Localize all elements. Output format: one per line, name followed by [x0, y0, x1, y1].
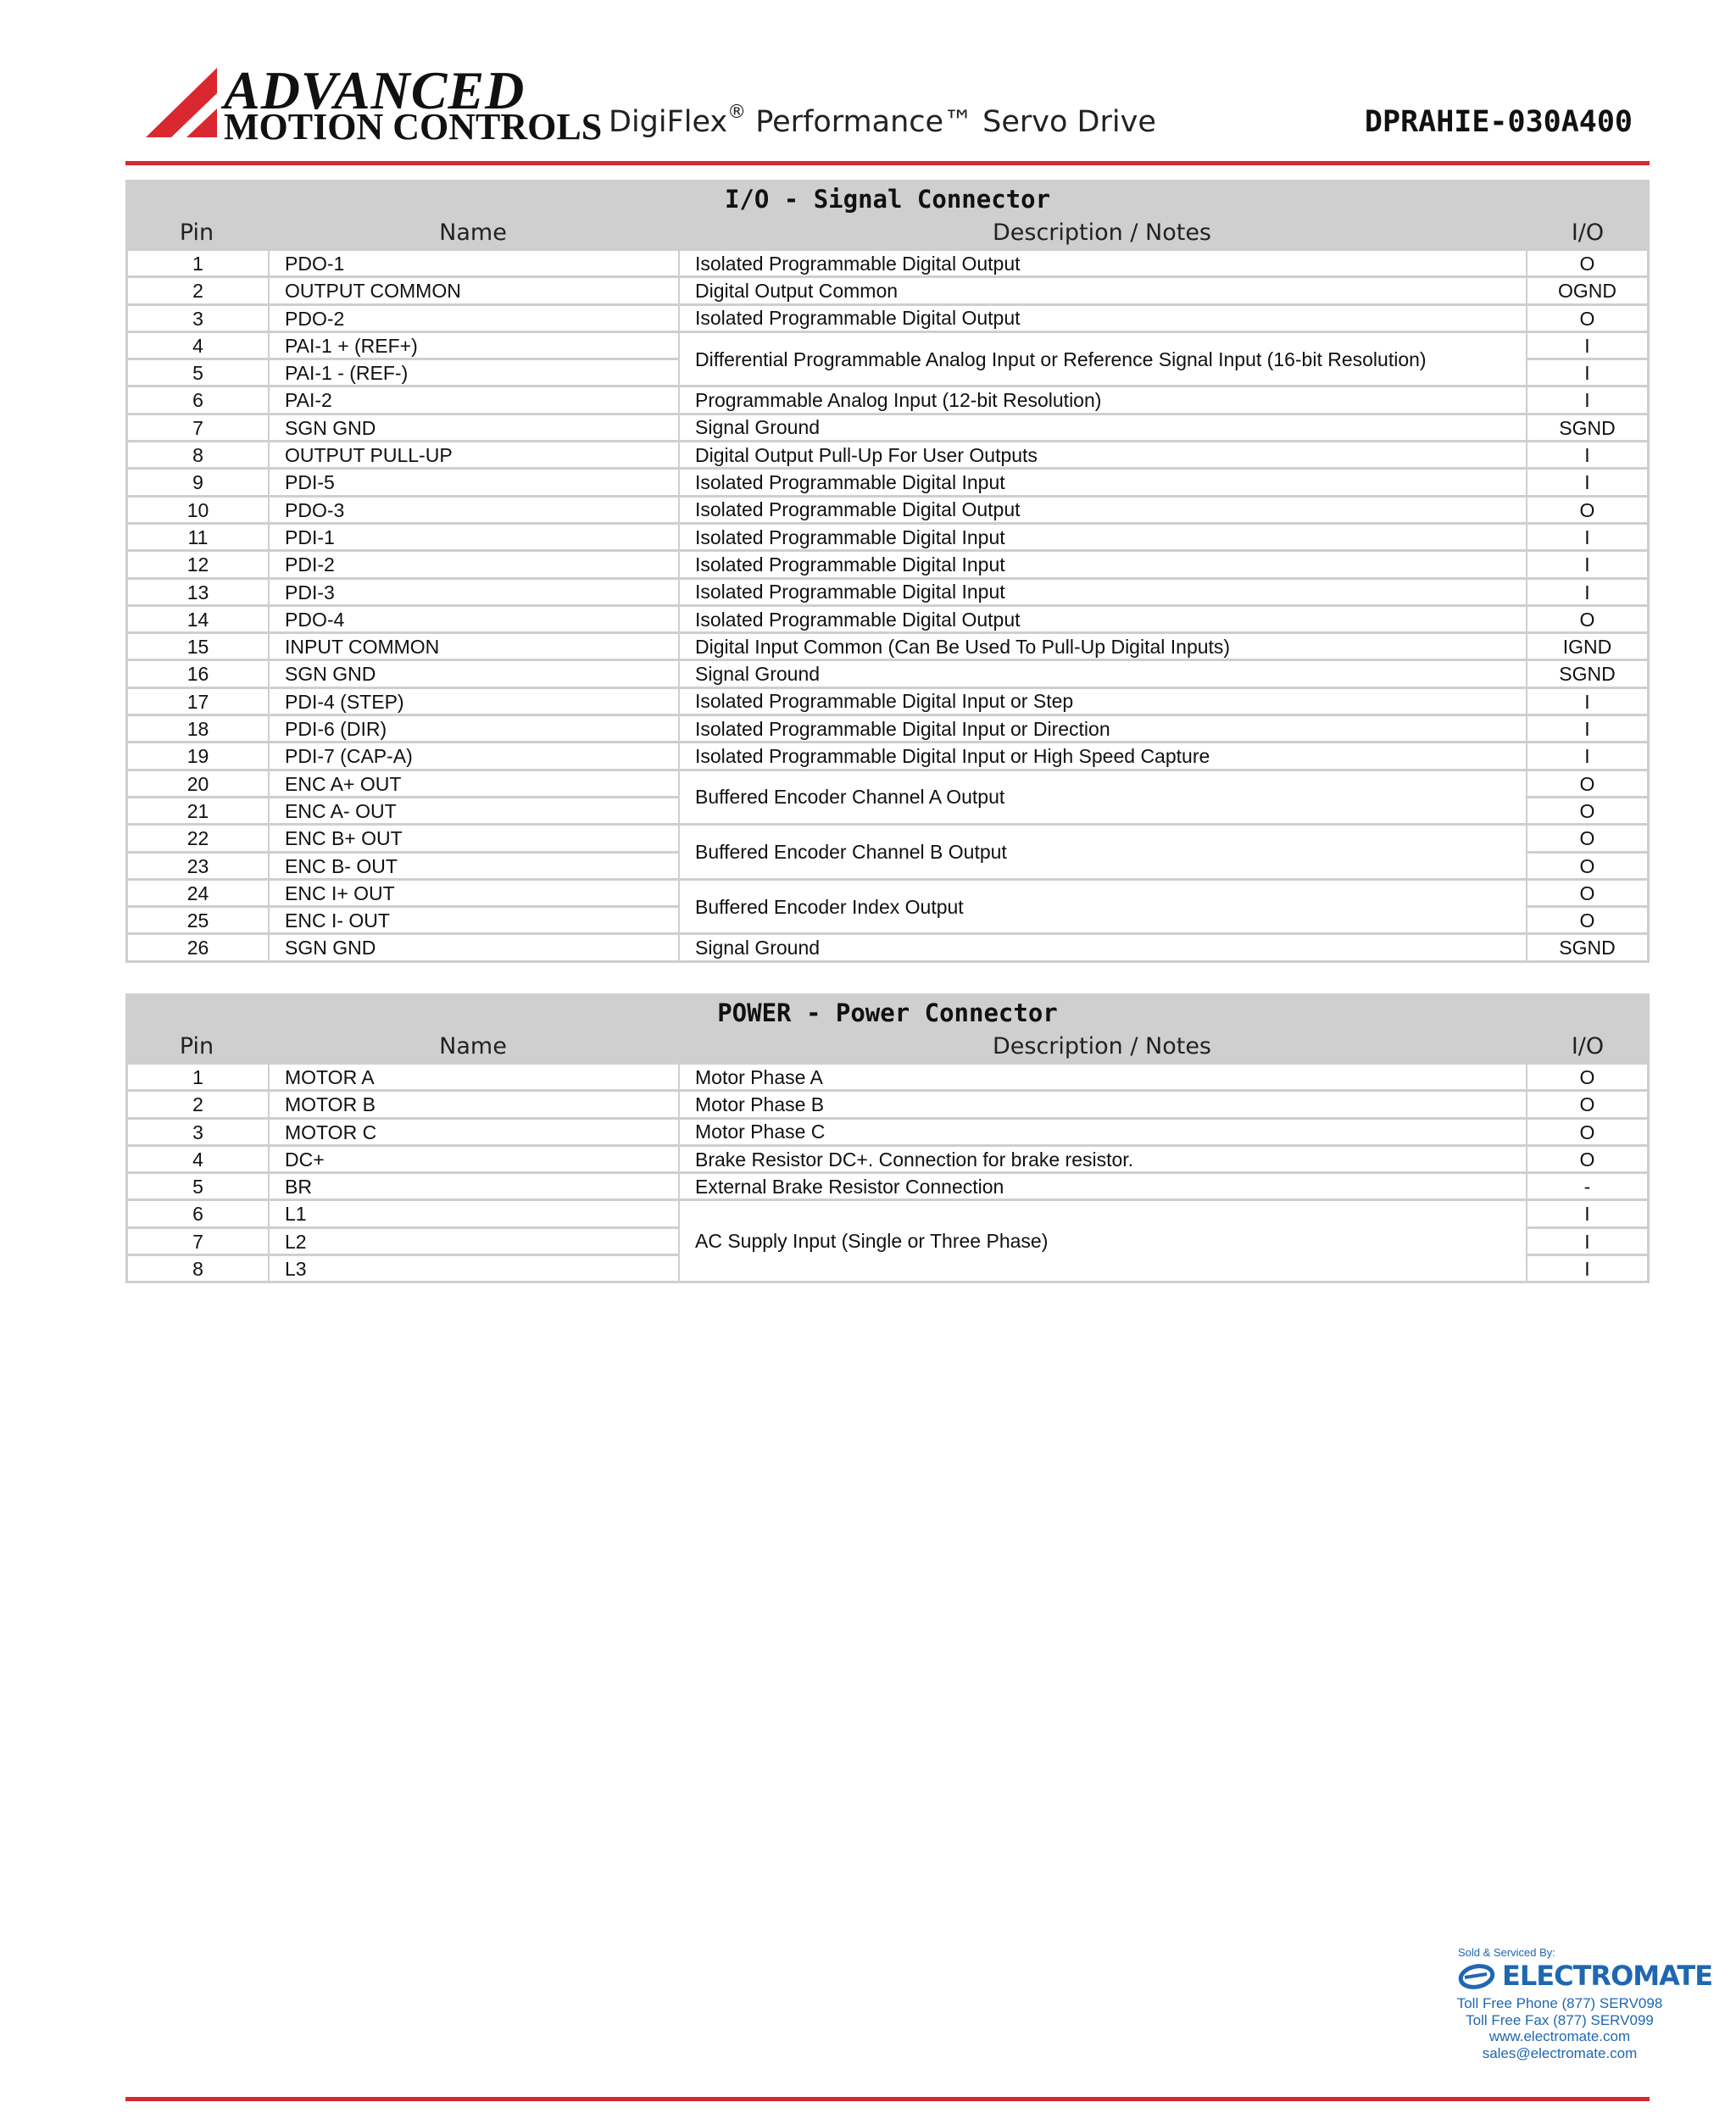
signal-name-cell: MOTOR C	[268, 1120, 678, 1147]
signal-name-cell: SGN GND	[268, 661, 678, 688]
pin-cell: 5	[125, 1174, 268, 1201]
signal-name-cell: ENC I+ OUT	[268, 881, 678, 908]
pin-cell: 9	[125, 470, 268, 497]
table-title: I/O - Signal Connector	[724, 185, 1051, 214]
io-type-cell: O	[1526, 771, 1650, 798]
signal-name-cell: PDI-6 (DIR)	[268, 716, 678, 743]
description-cell: Differential Programmable Analog Input or Reference Signal Input (16-bit Resolution)	[678, 333, 1526, 388]
pin-cell: 24	[125, 881, 268, 908]
signal-name-cell: PDI-2	[268, 552, 678, 579]
description-cell: Signal Ground	[678, 415, 1526, 442]
description-cell: Isolated Programmable Digital Input	[678, 580, 1526, 607]
fax-line: Toll Free Fax (877) SERV099	[1466, 2011, 1654, 2028]
table-header-row	[125, 217, 1650, 251]
product-title: DigiFlex® Performance™ Servo Drive	[609, 102, 1156, 139]
pin-cell: 3	[125, 1120, 268, 1147]
pin-cell: 7	[125, 1229, 268, 1256]
description-cell: Signal Ground	[678, 661, 1526, 688]
description-cell: Buffered Encoder Channel A Output	[678, 771, 1526, 826]
footer-divider	[125, 2097, 1650, 2101]
signal-name-cell: ENC A- OUT	[268, 798, 678, 826]
signal-name-cell: SGN GND	[268, 415, 678, 442]
signal-name-cell: PDI-7 (CAP-A)	[268, 743, 678, 770]
email-link[interactable]: sales@electromate.com	[1482, 2044, 1638, 2061]
signal-name-cell: PDI-4 (STEP)	[268, 689, 678, 716]
io-type-cell: O	[1526, 798, 1650, 826]
pin-cell: 2	[125, 278, 268, 305]
io-type-cell: O	[1526, 306, 1650, 333]
pin-cell: 14	[125, 607, 268, 634]
column-header-pin: Pin	[179, 1033, 214, 1060]
description-cell: Isolated Programmable Digital Input	[678, 525, 1526, 552]
signal-name-cell: PDO-4	[268, 607, 678, 634]
signal-name-cell: ENC A+ OUT	[268, 771, 678, 798]
pin-cell: 16	[125, 661, 268, 688]
description-cell: Isolated Programmable Digital Input or Direction	[678, 716, 1526, 743]
pin-cell: 6	[125, 1201, 268, 1228]
part-number: DPRAHIE-030A400	[1364, 105, 1633, 139]
description-cell: Programmable Analog Input (12-bit Resolution)	[678, 387, 1526, 414]
pin-cell: 3	[125, 306, 268, 333]
signal-name-cell: INPUT COMMON	[268, 634, 678, 661]
io-type-cell: O	[1526, 908, 1650, 935]
io-type-cell: I	[1526, 387, 1650, 414]
signal-name-cell: PAI-2	[268, 387, 678, 414]
signal-name-cell: DC+	[268, 1147, 678, 1174]
io-type-cell: SGND	[1526, 415, 1650, 442]
pin-cell: 18	[125, 716, 268, 743]
io-type-cell: O	[1526, 1092, 1650, 1119]
signal-name-cell: BR	[268, 1174, 678, 1201]
io-type-cell: I	[1526, 470, 1650, 497]
column-header-description: Description / Notes	[992, 1033, 1212, 1060]
pin-cell: 17	[125, 689, 268, 716]
signal-name-cell: PAI-1 + (REF+)	[268, 333, 678, 360]
distributor-contact	[1441, 1995, 1678, 2061]
description-cell: Motor Phase A	[678, 1065, 1526, 1092]
signal-name-cell: PDO-2	[268, 306, 678, 333]
io-type-cell: O	[1526, 826, 1650, 853]
io-type-cell: I	[1526, 442, 1650, 470]
pin-cell: 12	[125, 552, 268, 579]
company-logo	[146, 60, 603, 147]
pin-cell: 5	[125, 360, 268, 387]
pin-cell: 8	[125, 1256, 268, 1283]
description-cell: External Brake Resistor Connection	[678, 1174, 1526, 1201]
description-cell: Digital Input Common (Can Be Used To Pull-Up Digital Inputs)	[678, 634, 1526, 661]
signal-name-cell: PAI-1 - (REF-)	[268, 360, 678, 387]
io-type-cell: SGND	[1526, 661, 1650, 688]
io-type-cell: I	[1526, 1229, 1650, 1256]
description-cell: Isolated Programmable Digital Input or High Speed Capture	[678, 743, 1526, 770]
table-body	[125, 1065, 1650, 1283]
io-type-cell: O	[1526, 1065, 1650, 1092]
pin-cell: 13	[125, 580, 268, 607]
signal-name-cell: ENC I- OUT	[268, 908, 678, 935]
pin-cell: 4	[125, 1147, 268, 1174]
io-signal-connector-table	[125, 180, 1650, 963]
description-cell: Digital Output Common	[678, 278, 1526, 305]
table-header-row	[125, 1031, 1650, 1065]
io-type-cell: I	[1526, 333, 1650, 360]
io-type-cell: I	[1526, 689, 1650, 716]
io-type-cell: I	[1526, 716, 1650, 743]
pin-cell: 6	[125, 387, 268, 414]
column-header-io: I/O	[1571, 1033, 1605, 1060]
io-type-cell: O	[1526, 881, 1650, 908]
io-type-cell: I	[1526, 580, 1650, 607]
io-type-cell: OGND	[1526, 278, 1650, 305]
phone-line: Toll Free Phone (877) SERV098	[1456, 1995, 1663, 2011]
io-type-cell: I	[1526, 552, 1650, 579]
description-cell: Buffered Encoder Index Output	[678, 881, 1526, 936]
io-type-cell: I	[1526, 360, 1650, 387]
website-link[interactable]: www.electromate.com	[1488, 2028, 1631, 2044]
io-type-cell: O	[1526, 854, 1650, 881]
column-header-name: Name	[439, 1033, 507, 1060]
signal-name-cell: L1	[268, 1201, 678, 1228]
pin-cell: 1	[125, 1065, 268, 1092]
io-type-cell: O	[1526, 607, 1650, 634]
io-type-cell: I	[1526, 1201, 1650, 1228]
pin-cell: 20	[125, 771, 268, 798]
io-type-cell: I	[1526, 743, 1650, 770]
signal-name-cell: L2	[268, 1229, 678, 1256]
signal-name-cell: SGN GND	[268, 935, 678, 962]
pin-cell: 23	[125, 854, 268, 881]
sold-by-label: Sold & Serviced By:	[1458, 1946, 1555, 1959]
pin-cell: 7	[125, 415, 268, 442]
pin-cell: 4	[125, 333, 268, 360]
table-body	[125, 251, 1650, 963]
io-type-cell: -	[1526, 1174, 1650, 1201]
io-type-cell: O	[1526, 1120, 1650, 1147]
table-title: POWER - Power Connector	[717, 998, 1058, 1027]
description-cell: Signal Ground	[678, 935, 1526, 962]
description-cell: Isolated Programmable Digital Input	[678, 470, 1526, 497]
pin-cell: 19	[125, 743, 268, 770]
description-cell: Isolated Programmable Digital Input	[678, 552, 1526, 579]
signal-name-cell: PDI-1	[268, 525, 678, 552]
header-divider	[125, 161, 1650, 165]
pin-cell: 22	[125, 826, 268, 853]
logo-text-line2: MOTION CONTROLS	[224, 106, 603, 147]
description-cell: Isolated Programmable Digital Output	[678, 498, 1526, 525]
signal-name-cell: L3	[268, 1256, 678, 1283]
signal-name-cell: OUTPUT PULL-UP	[268, 442, 678, 470]
description-cell: Isolated Programmable Digital Output	[678, 306, 1526, 333]
signal-name-cell: PDI-3	[268, 580, 678, 607]
description-cell: Isolated Programmable Digital Output	[678, 607, 1526, 634]
signal-name-cell: PDO-1	[268, 251, 678, 278]
power-connector-table	[125, 993, 1650, 1283]
distributor-name: ELECTROMATE	[1502, 1960, 1713, 1992]
pin-cell: 11	[125, 525, 268, 552]
column-header-name: Name	[439, 220, 507, 246]
description-cell: AC Supply Input (Single or Three Phase)	[678, 1201, 1526, 1283]
signal-name-cell: PDO-3	[268, 498, 678, 525]
pin-cell: 10	[125, 498, 268, 525]
description-cell: Motor Phase B	[678, 1092, 1526, 1119]
pin-cell: 15	[125, 634, 268, 661]
description-cell: Isolated Programmable Digital Input or Step	[678, 689, 1526, 716]
description-cell: Motor Phase C	[678, 1120, 1526, 1147]
io-type-cell: I	[1526, 525, 1650, 552]
electromate-swoosh-icon	[1458, 1961, 1500, 1990]
io-type-cell: SGND	[1526, 935, 1650, 962]
column-header-description: Description / Notes	[992, 220, 1212, 246]
column-header-pin: Pin	[179, 220, 214, 246]
pin-cell: 26	[125, 935, 268, 962]
pin-cell: 1	[125, 251, 268, 278]
description-cell: Isolated Programmable Digital Output	[678, 251, 1526, 278]
description-cell: Brake Resistor DC+. Connection for brake resistor.	[678, 1147, 1526, 1174]
column-header-io: I/O	[1571, 220, 1605, 246]
signal-name-cell: ENC B- OUT	[268, 854, 678, 881]
signal-name-cell: PDI-5	[268, 470, 678, 497]
signal-name-cell: MOTOR B	[268, 1092, 678, 1119]
signal-name-cell: MOTOR A	[268, 1065, 678, 1092]
io-type-cell: IGND	[1526, 634, 1650, 661]
logo-text-line1: ADVANCED	[224, 60, 526, 120]
io-type-cell: O	[1526, 251, 1650, 278]
signal-name-cell: ENC B+ OUT	[268, 826, 678, 853]
description-cell: Digital Output Pull-Up For User Outputs	[678, 442, 1526, 470]
pin-cell: 21	[125, 798, 268, 826]
pin-cell: 8	[125, 442, 268, 470]
signal-name-cell: OUTPUT COMMON	[268, 278, 678, 305]
pin-cell: 25	[125, 908, 268, 935]
io-type-cell: O	[1526, 1147, 1650, 1174]
io-type-cell: I	[1526, 1256, 1650, 1283]
pin-cell: 2	[125, 1092, 268, 1119]
description-cell: Buffered Encoder Channel B Output	[678, 826, 1526, 881]
io-type-cell: O	[1526, 498, 1650, 525]
